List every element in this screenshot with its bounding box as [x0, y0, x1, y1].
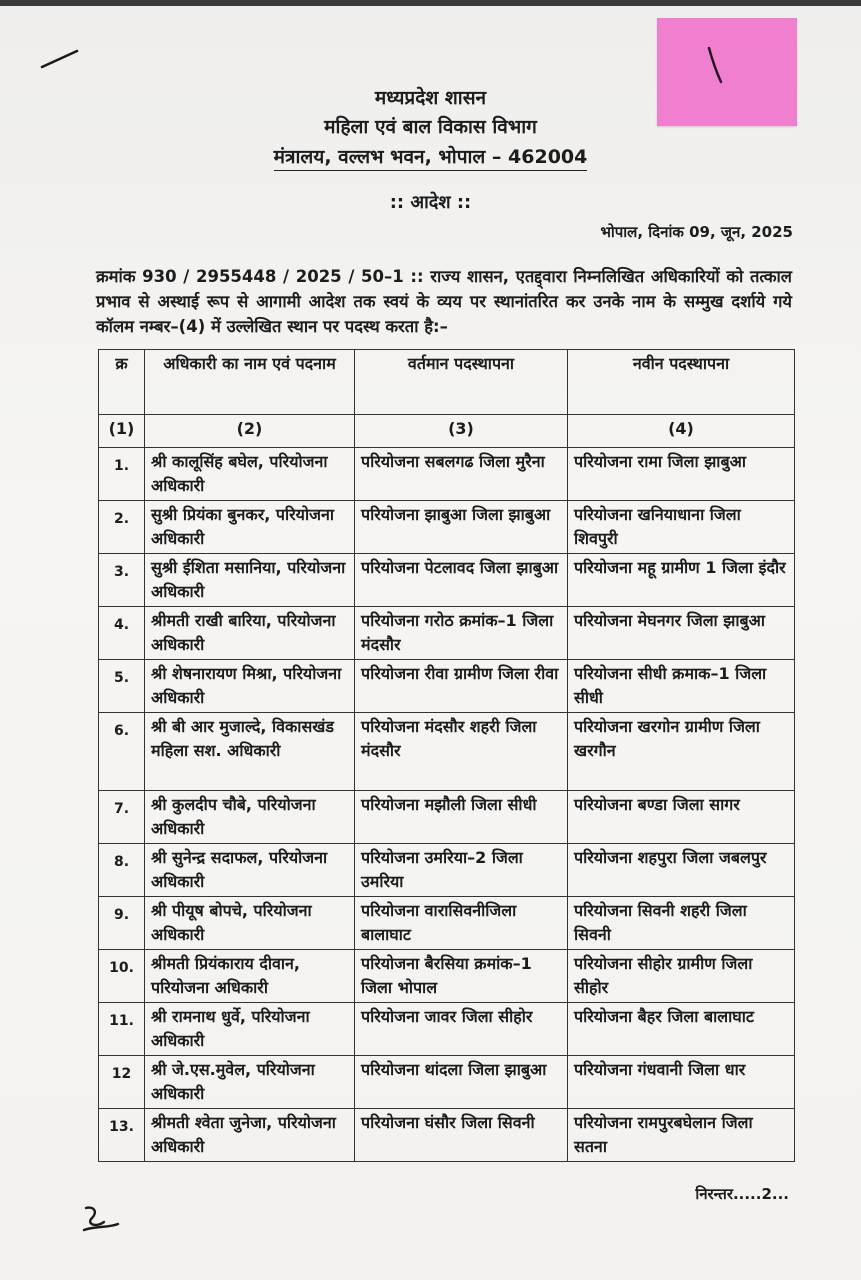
new-posting: परियोजना खनियाधाना जिला शिवपुरी	[568, 501, 795, 554]
new-posting: परियोजना मेघनगर जिला झाबुआ	[568, 607, 795, 660]
current-posting: परियोजना वारासिवनीजिला बालाघाट	[355, 897, 568, 950]
table-row	[99, 791, 795, 844]
officer-name: श्री बी आर मुजाल्दे, विकासखंड महिला सश. अधिकारी	[145, 713, 355, 791]
new-posting: परियोजना रामपुरबघेलान जिला सतना	[568, 1109, 795, 1162]
table-row	[99, 1003, 795, 1056]
pen-mark	[40, 48, 80, 70]
row-serial-number: 1.	[99, 448, 145, 501]
new-posting: परियोजना सिवनी शहरी जिला सिवनी	[568, 897, 795, 950]
row-serial-number: 11.	[99, 1003, 145, 1056]
current-posting: परियोजना मंदसौर शहरी जिला मंदसौर	[355, 713, 568, 791]
new-posting: परियोजना सीधी क्रमाक–1 जिला सीधी	[568, 660, 795, 713]
header-new-posting: नवीन पदस्थापना	[568, 350, 795, 415]
row-serial-number: 8.	[99, 844, 145, 897]
header-sn: क्र	[99, 350, 145, 415]
column-number: (2)	[145, 415, 355, 448]
department-address: मंत्रालय, वल्लभ भवन, भोपाल – 462004	[0, 143, 861, 169]
new-posting: परियोजना रामा जिला झाबुआ	[568, 448, 795, 501]
current-posting: परियोजना सबलगढ जिला मुरैना	[355, 448, 568, 501]
officer-name: श्री कुलदीप चौबे, परियोजना अधिकारी	[145, 791, 355, 844]
row-serial-number: 12	[99, 1056, 145, 1109]
department-name: महिला एवं बाल विकास विभाग	[324, 116, 537, 138]
row-serial-number: 10.	[99, 950, 145, 1003]
officer-name: श्री कालूसिंह बघेल, परियोजना अधिकारी	[145, 448, 355, 501]
header-name: अधिकारी का नाम एवं पदनाम	[145, 350, 355, 415]
officer-name: श्रीमती राखी बारिया, परियोजना अधिकारी	[145, 607, 355, 660]
table-row	[99, 660, 795, 713]
table-row	[99, 1109, 795, 1162]
order-title: :: आदेश ::	[389, 192, 472, 213]
current-posting: परियोजना रीवा ग्रामीण जिला रीवा	[355, 660, 568, 713]
row-serial-number: 13.	[99, 1109, 145, 1162]
officer-name: श्रीमती प्रियंकाराय दीवान, परियोजना अधिकारी	[145, 950, 355, 1003]
table-row	[99, 554, 795, 607]
table-row	[99, 1056, 795, 1109]
table-row	[99, 501, 795, 554]
column-number: (1)	[99, 415, 145, 448]
header-current-posting: वर्तमान पदस्थापना	[355, 350, 568, 415]
handwritten-initial	[78, 1202, 122, 1236]
current-posting: परियोजना झाबुआ जिला झाबुआ	[355, 501, 568, 554]
row-serial-number: 9.	[99, 897, 145, 950]
new-posting: परियोजना सीहोर ग्रामीण जिला सीहोर	[568, 950, 795, 1003]
handwritten-tick-mark	[706, 45, 724, 85]
current-posting: परियोजना घंसौर जिला सिवनी	[355, 1109, 568, 1162]
officer-name: श्री जे.एस.मुवेल, परियोजना अधिकारी	[145, 1056, 355, 1109]
transfer-table	[98, 349, 795, 1162]
officer-name: श्री रामनाथ धुर्वे, परियोजना अधिकारी	[145, 1003, 355, 1056]
new-posting: परियोजना बैहर जिला बालाघाट	[568, 1003, 795, 1056]
order-paragraph: क्रमांक 930 / 2955448 / 2025 / 50–1 :: राज्य शासन, एतद्द्वारा निम्नलिखित अधिकारियों को तत्काल प्रभाव से अस्थाई रूप से आगामी आदेश तक स्वयं के व्यय पर स्थानांतरित कर उनके नाम के सम्मुख दर्शाये गये कॉलम नम्बर–(4) में उल्लेखित स्थान पर पदस्थ करता है:–	[96, 267, 792, 336]
table-row	[99, 607, 795, 660]
order-date: भोपाल, दिनांक 09, जून, 2025	[600, 223, 793, 241]
row-serial-number: 2.	[99, 501, 145, 554]
officer-name: श्री पीयूष बोपचे, परियोजना अधिकारी	[145, 897, 355, 950]
column-number: (4)	[568, 415, 795, 448]
scan-edge	[0, 0, 861, 6]
new-posting: परियोजना गंधवानी जिला धार	[568, 1056, 795, 1109]
table-body	[99, 415, 795, 1162]
row-serial-number: 3.	[99, 554, 145, 607]
officer-name: श्री सुनेन्द्र सदाफल, परियोजना अधिकारी	[145, 844, 355, 897]
column-number-row	[99, 415, 795, 448]
table-row	[99, 844, 795, 897]
current-posting: परियोजना मझौली जिला सीधी	[355, 791, 568, 844]
officer-name: सुश्री प्रियंका बुनकर, परियोजना अधिकारी	[145, 501, 355, 554]
current-posting: परियोजना गरोठ क्रमांक–1 जिला मंदसौर	[355, 607, 568, 660]
current-posting: परियोजना थांदला जिला झाबुआ	[355, 1056, 568, 1109]
row-serial-number: 4.	[99, 607, 145, 660]
table-row	[99, 897, 795, 950]
current-posting: परियोजना जावर जिला सीहोर	[355, 1003, 568, 1056]
government-name: मध्यप्रदेश शासन	[374, 87, 487, 109]
continued-marker: निरन्तर.....2...	[695, 1185, 789, 1203]
new-posting: परियोजना खरगोन ग्रामीण जिला खरगौन	[568, 713, 795, 791]
table-row	[99, 713, 795, 791]
officer-name: सुश्री ईशिता मसानिया, परियोजना अधिकारी	[145, 554, 355, 607]
current-posting: परियोजना बैरसिया क्रमांक–1 जिला भोपाल	[355, 950, 568, 1003]
column-number: (3)	[355, 415, 568, 448]
row-serial-number: 6.	[99, 713, 145, 791]
row-serial-number: 5.	[99, 660, 145, 713]
new-posting: परियोजना शहपुरा जिला जबलपुर	[568, 844, 795, 897]
officer-name: श्री शेषनारायण मिश्रा, परियोजना अधिकारी	[145, 660, 355, 713]
new-posting: परियोजना बण्डा जिला सागर	[568, 791, 795, 844]
table-row	[99, 950, 795, 1003]
current-posting: परियोजना उमरिया–2 जिला उमरिया	[355, 844, 568, 897]
current-posting: परियोजना पेटलावद जिला झाबुआ	[355, 554, 568, 607]
row-serial-number: 7.	[99, 791, 145, 844]
new-posting: परियोजना महू ग्रामीण 1 जिला इंदौर	[568, 554, 795, 607]
officer-name: श्रीमती श्वेता जुनेजा, परियोजना अधिकारी	[145, 1109, 355, 1162]
table-header-row	[99, 350, 795, 415]
table-row	[99, 448, 795, 501]
